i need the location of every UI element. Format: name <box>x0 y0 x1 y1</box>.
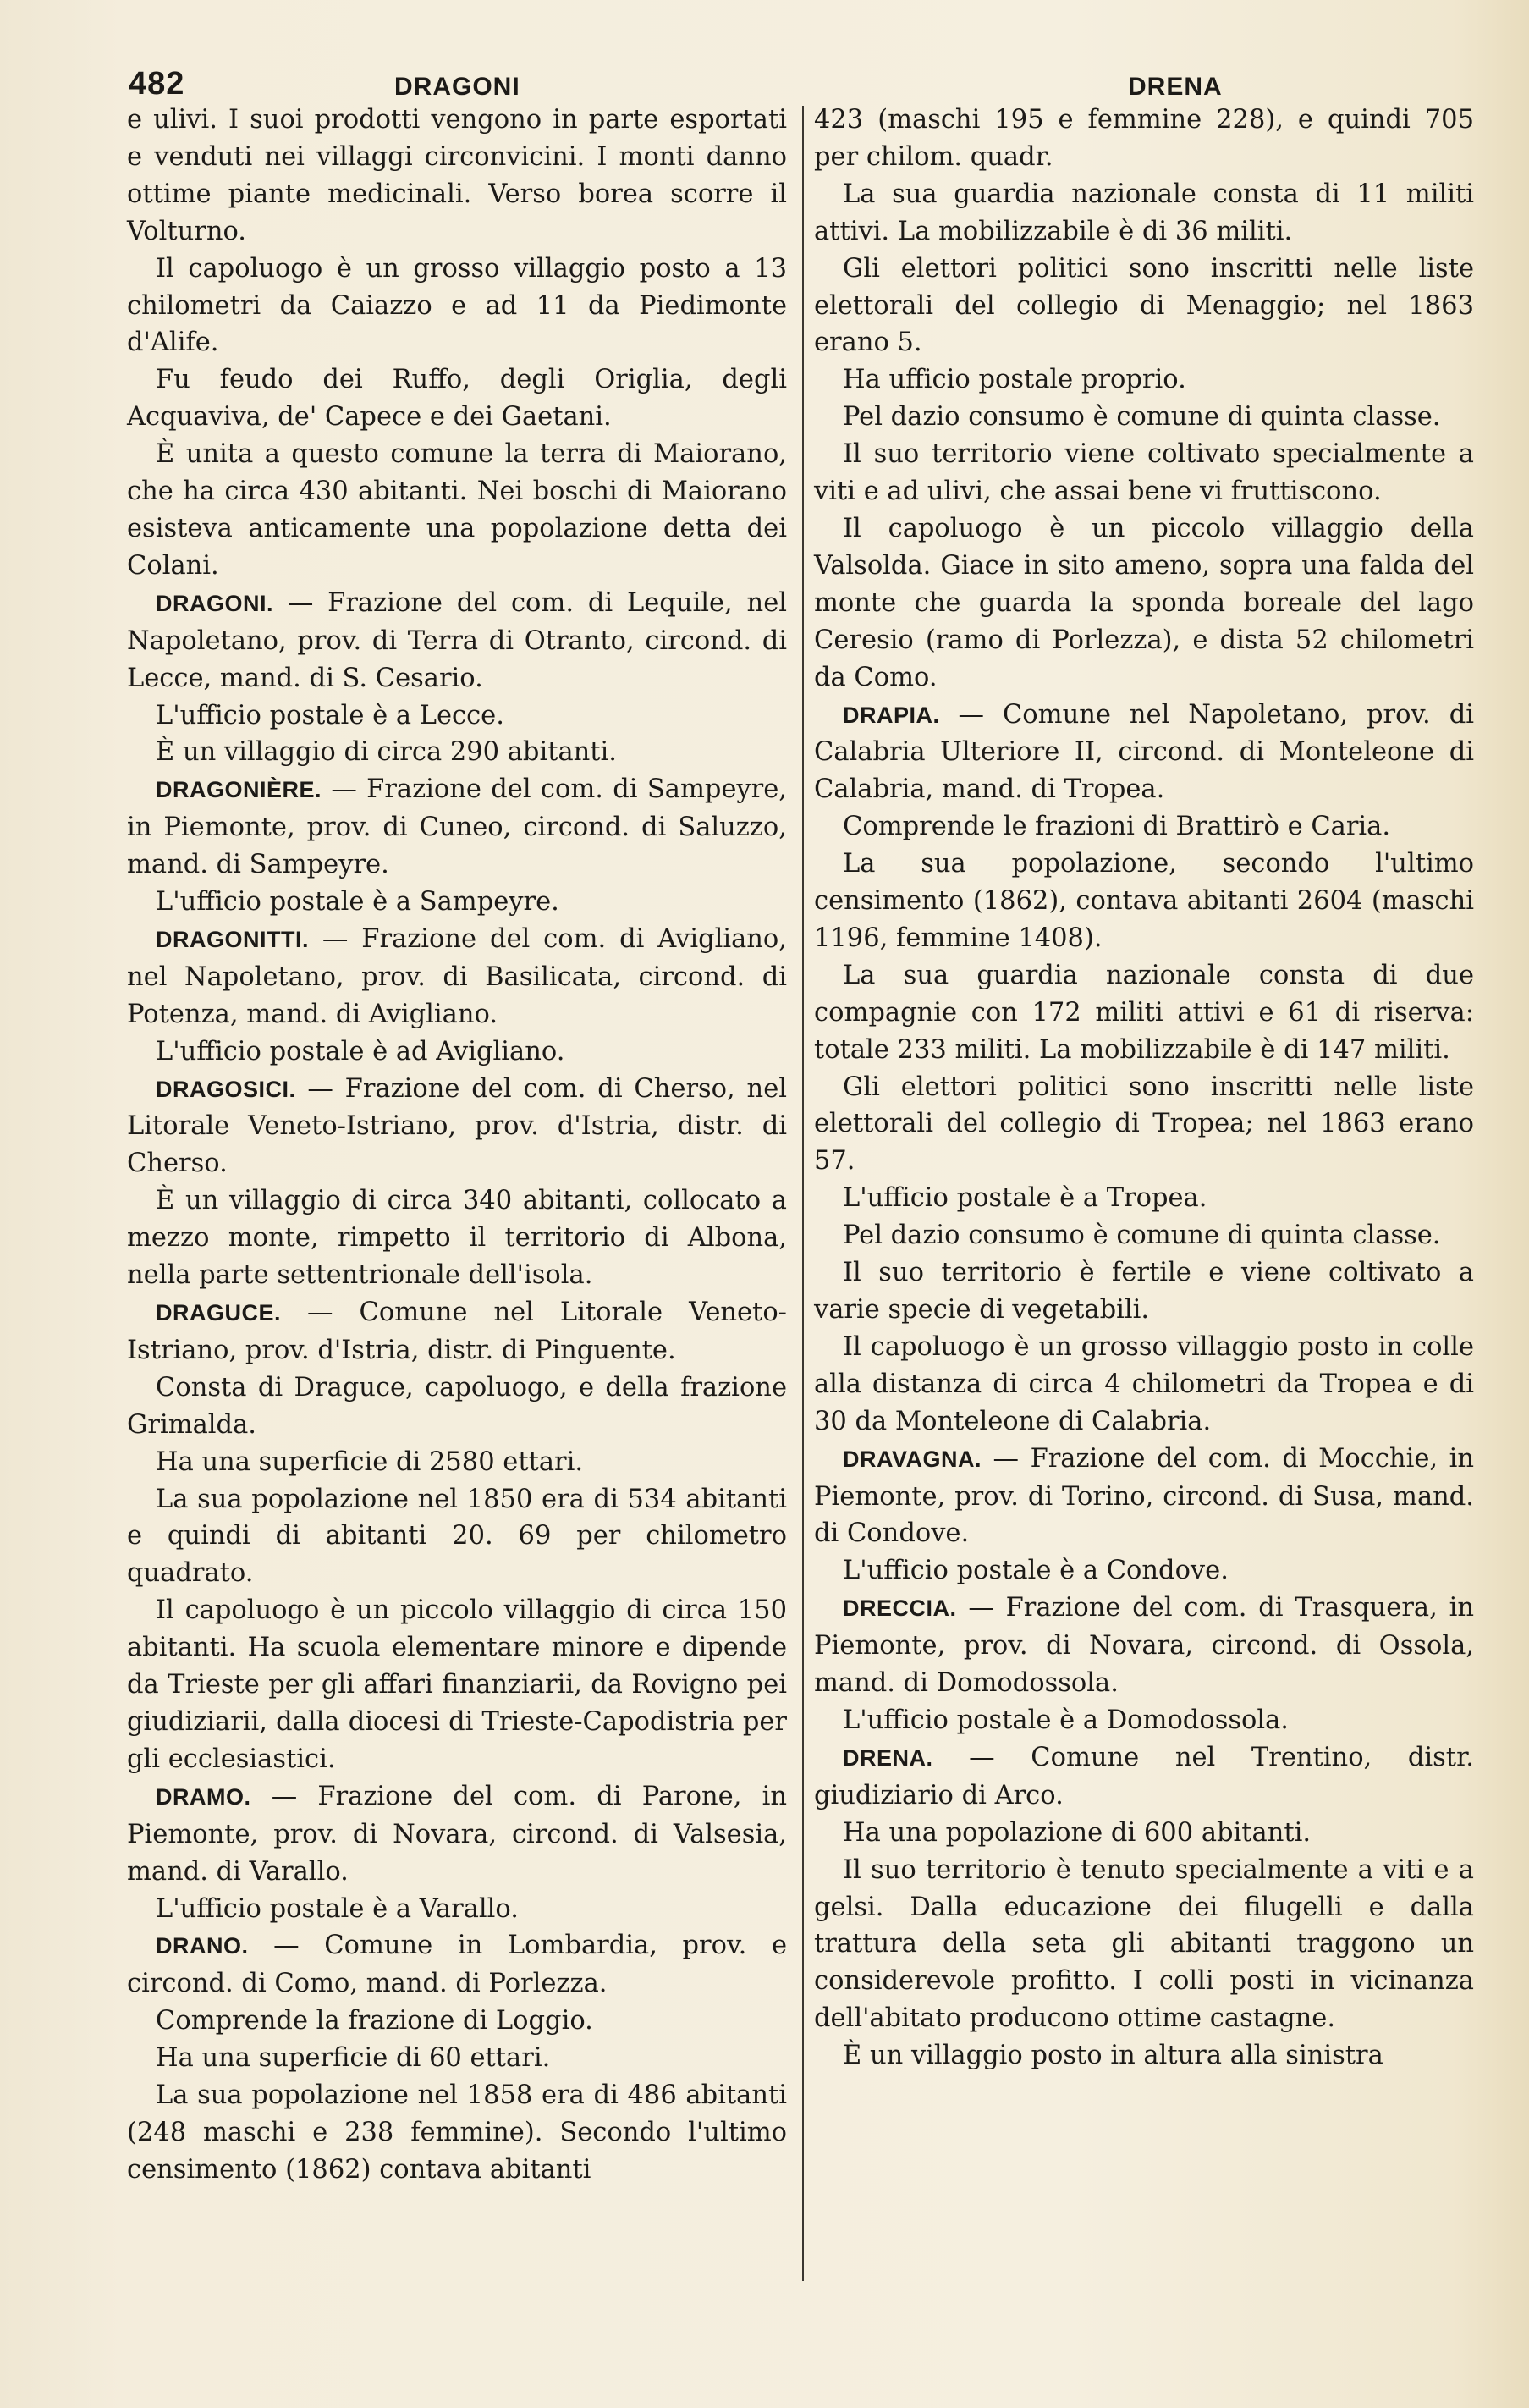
text-paragraph <box>127 1033 787 1071</box>
paragraph-text: Il suo territorio viene coltivato specialmente a viti e ad ulivi, che assai bene vi fruttiscono. <box>814 439 1474 507</box>
text-paragraph <box>814 361 1474 399</box>
text-paragraph <box>127 1182 787 1294</box>
text-paragraph <box>127 2003 787 2040</box>
text-paragraph <box>814 436 1474 510</box>
text-paragraph <box>127 1444 787 1481</box>
paragraph-text: Comprende la frazione di Loggio. <box>156 2006 593 2036</box>
paragraph-text: È un villaggio di circa 290 abitanti. <box>156 737 617 768</box>
entry-paragraph <box>127 585 787 697</box>
text-paragraph <box>127 2077 787 2189</box>
text-paragraph <box>814 1852 1474 2038</box>
entry-paragraph <box>814 1739 1474 1815</box>
text-paragraph <box>127 734 787 771</box>
paragraph-text: — Frazione del com. di Sampeyre, in Piemonte, prov. di Cuneo, circond. di Saluzzo, mand. di Sampeyre. <box>127 774 787 880</box>
right-running-head: DRENA <box>1128 73 1223 101</box>
paragraph-text: Consta di Draguce, capoluogo, e della frazione Grimalda. <box>127 1372 787 1440</box>
text-paragraph <box>127 697 787 735</box>
paragraph-text: Comprende le frazioni di Brattirò e Caria. <box>843 812 1391 842</box>
paragraph-text: Ha una superficie di 60 ettari. <box>156 2043 551 2074</box>
paragraph-text: È un villaggio di circa 340 abitanti, collocato a mezzo monte, rimpetto il territorio di Albona, nella parte settentrionale dell'isola. <box>127 1186 787 1291</box>
text-paragraph <box>814 1702 1474 1739</box>
entry-paragraph <box>127 1927 787 2003</box>
entry-headword: DRAPIA. <box>843 702 940 728</box>
text-paragraph <box>127 1891 787 1928</box>
text-paragraph <box>127 436 787 585</box>
paragraph-text: — Frazione del com. di Mocchie, in Piemonte, prov. di Torino, circond. di Susa, mand. di Condove. <box>814 1443 1474 1549</box>
text-paragraph <box>814 176 1474 251</box>
entry-headword: DRAGONI. <box>156 590 273 616</box>
text-paragraph <box>814 102 1474 176</box>
entry-paragraph <box>127 1778 787 1891</box>
paragraph-text: e ulivi. I suoi prodotti vengono in parte esportati e venduti nei villaggi circonvicini. I monti danno ottime piante medicinali. Verso borea scorre il Volturno. <box>127 105 787 246</box>
text-paragraph <box>814 1329 1474 1441</box>
entry-paragraph <box>814 1441 1474 1553</box>
paragraph-text: Pel dazio consumo è comune di quinta classe. <box>843 1221 1441 1251</box>
text-paragraph <box>814 1069 1474 1181</box>
paragraph-text: — Comune nel Litorale Veneto-Istriano, prov. d'Istria, distr. di Pinguente. <box>127 1298 787 1365</box>
paragraph-text: Fu feudo dei Ruffo, degli Origlia, degli Acquaviva, de' Capece e dei Gaetani. <box>127 365 787 433</box>
text-paragraph <box>814 1815 1474 1852</box>
text-paragraph <box>814 510 1474 697</box>
text-paragraph <box>814 846 1474 957</box>
paragraph-text: — Comune nel Napoletano, prov. di Calabria Ulteriore II, circond. di Monteleone di Calabria, mand. di Tropea. <box>814 699 1474 805</box>
entry-paragraph <box>127 771 787 884</box>
text-paragraph <box>127 1369 787 1444</box>
paragraph-text: Gli elettori politici sono inscritti nelle liste elettorali del collegio di Menaggio; nel 1863 erano 5. <box>814 253 1474 358</box>
paragraph-text: L'ufficio postale è ad Avigliano. <box>156 1036 565 1066</box>
entry-headword: DRAMO. <box>156 1783 251 1810</box>
text-paragraph <box>127 1481 787 1593</box>
paragraph-text: L'ufficio postale è a Tropea. <box>843 1183 1207 1214</box>
text-paragraph <box>814 1552 1474 1590</box>
entry-headword: DRAGONIÈRE. <box>156 777 322 803</box>
text-paragraph <box>127 884 787 921</box>
left-running-head: DRAGONI <box>394 73 520 101</box>
paragraph-text: Il capoluogo è un piccolo villaggio di circa 150 abitanti. Ha scuola elementare minore e dipende da Trieste per gli affari finanziarii, da Rovigno pei giudiziarii, dalla diocesi di Trieste-Capodistria per gli ecclesiastici. <box>127 1595 787 1774</box>
paragraph-text: È unita a questo comune la terra di Maiorano, che ha circa 430 abitanti. Nei boschi di Maiorano esisteva anticamente una popolazione detta dei Colani. <box>127 439 787 581</box>
text-paragraph <box>127 1592 787 1778</box>
paragraph-text: — Frazione del com. di Parone, in Piemonte, prov. di Novara, circond. di Valsesia, mand. di Varallo. <box>127 1781 787 1887</box>
right-column <box>814 102 1474 2075</box>
paragraph-text: Il capoluogo è un grosso villaggio posto in colle alla distanza di circa 4 chilometri da Tropea e di 30 da Monteleone di Calabria. <box>814 1331 1474 1436</box>
paragraph-text: La sua guardia nazionale consta di 11 militi attivi. La mobilizzabile è di 36 militi. <box>814 179 1474 246</box>
page-number: 482 <box>129 66 185 102</box>
text-paragraph <box>127 251 787 362</box>
paragraph-text: L'ufficio postale è a Varallo. <box>156 1893 519 1924</box>
paragraph-text: La sua popolazione nel 1858 era di 486 abitanti (248 maschi e 238 femmine). Secondo l'ultimo censimento (1862) contava abitanti <box>127 2080 787 2185</box>
paragraph-text: — Frazione del com. di Trasquera, in Piemonte, prov. di Novara, circond. di Ossola, mand. di Domodossola. <box>814 1593 1474 1699</box>
text-paragraph <box>814 957 1474 1069</box>
paragraph-text: La sua popolazione, secondo l'ultimo censimento (1862), contava abitanti 2604 (maschi 1196, femmine 1408). <box>814 849 1474 953</box>
paragraph-text: — Frazione del com. di Cherso, nel Litorale Veneto-Istriano, prov. d'Istria, distr. di Cherso. <box>127 1073 787 1179</box>
text-paragraph <box>814 808 1474 846</box>
paragraph-text: — Frazione del com. di Lequile, nel Napoletano, prov. di Terra di Otranto, circond. di Lecce, mand. di S. Cesario. <box>127 587 787 693</box>
text-paragraph <box>127 361 787 436</box>
text-paragraph <box>814 1217 1474 1254</box>
paragraph-text: Pel dazio consumo è comune di quinta classe. <box>843 402 1441 433</box>
paragraph-text: — Frazione del com. di Avigliano, nel Napoletano, prov. di Basilicata, circond. di Potenza, mand. di Avigliano. <box>127 923 787 1029</box>
entry-headword: DRANO. <box>156 1933 249 1959</box>
paragraph-text: Il suo territorio è fertile e viene coltivato a varie specie di vegetabili. <box>814 1258 1474 1325</box>
paragraph-text: L'ufficio postale è a Domodossola. <box>843 1705 1289 1735</box>
left-column <box>127 102 787 2189</box>
entry-headword: DRAGONITTI. <box>156 926 309 952</box>
entry-headword: DRAGOSICI. <box>156 1076 296 1102</box>
entry-paragraph <box>127 1071 787 1183</box>
entry-headword: DRENA. <box>843 1744 933 1771</box>
text-paragraph <box>814 2037 1474 2075</box>
entry-paragraph <box>127 921 787 1033</box>
paragraph-text: È un villaggio posto in altura alla sinistra <box>843 2041 1383 2071</box>
entry-paragraph <box>814 1590 1474 1702</box>
text-paragraph <box>814 399 1474 436</box>
text-paragraph <box>814 1254 1474 1329</box>
entry-paragraph <box>127 1294 787 1369</box>
paragraph-text: — Comune in Lombardia, prov. e circond. di Como, mand. di Porlezza. <box>127 1931 787 1999</box>
text-paragraph <box>814 251 1474 362</box>
entry-headword: DRECCIA. <box>843 1595 957 1622</box>
paragraph-text: Ha una popolazione di 600 abitanti. <box>843 1817 1312 1848</box>
paragraph-text: La sua guardia nazionale consta di due compagnie con 172 militi attivi e 61 di riserva: totale 233 militi. La mobilizzabile è di 147 militi. <box>814 960 1474 1065</box>
paragraph-text: Il suo territorio è tenuto specialmente a viti e a gelsi. Dalla educazione dei filugelli e dalla trattura della seta gli abitanti traggono un considerevole profitto. I colli posti in vicinanza dell'abitato producono ottime castagne. <box>814 1854 1474 2034</box>
paragraph-text: Il capoluogo è un piccolo villaggio della Valsolda. Giace in sito ameno, sopra una falda del monte che guarda la sponda boreale del lago Ceresio (ramo di Porlezza), e dista 52 chilometri da Como. <box>814 513 1474 692</box>
paragraph-text: Ha una superficie di 2580 ettari. <box>156 1446 584 1477</box>
paragraph-text: — Comune nel Trentino, distr. giudiziario di Arco. <box>814 1742 1474 1810</box>
paragraph-text: Il capoluogo è un grosso villaggio posto a 13 chilometri da Caiazzo e ad 11 da Piedimonte d'Alife. <box>127 253 787 358</box>
text-paragraph <box>127 2040 787 2077</box>
column-divider <box>802 106 804 2281</box>
paragraph-text: L'ufficio postale è a Lecce. <box>156 700 504 730</box>
paragraph-text: Ha ufficio postale proprio. <box>843 365 1186 395</box>
paragraph-text: L'ufficio postale è a Condove. <box>843 1556 1229 1586</box>
paragraph-text: 423 (maschi 195 e femmine 228), e quindi 705 per chilom. quadr. <box>814 105 1474 172</box>
paragraph-text: Gli elettori politici sono inscritti nelle liste elettorali del collegio di Tropea; nel 1863 erano 57. <box>814 1072 1474 1176</box>
entry-headword: DRAVAGNA. <box>843 1446 982 1472</box>
entry-headword: DRAGUCE. <box>156 1300 282 1325</box>
paragraph-text: La sua popolazione nel 1850 era di 534 abitanti e quindi di abitanti 20. 69 per chilometro quadrato. <box>127 1484 787 1589</box>
entry-paragraph <box>814 697 1474 809</box>
text-paragraph <box>127 102 787 251</box>
text-paragraph <box>814 1180 1474 1217</box>
paragraph-text: L'ufficio postale è a Sampeyre. <box>156 887 559 917</box>
